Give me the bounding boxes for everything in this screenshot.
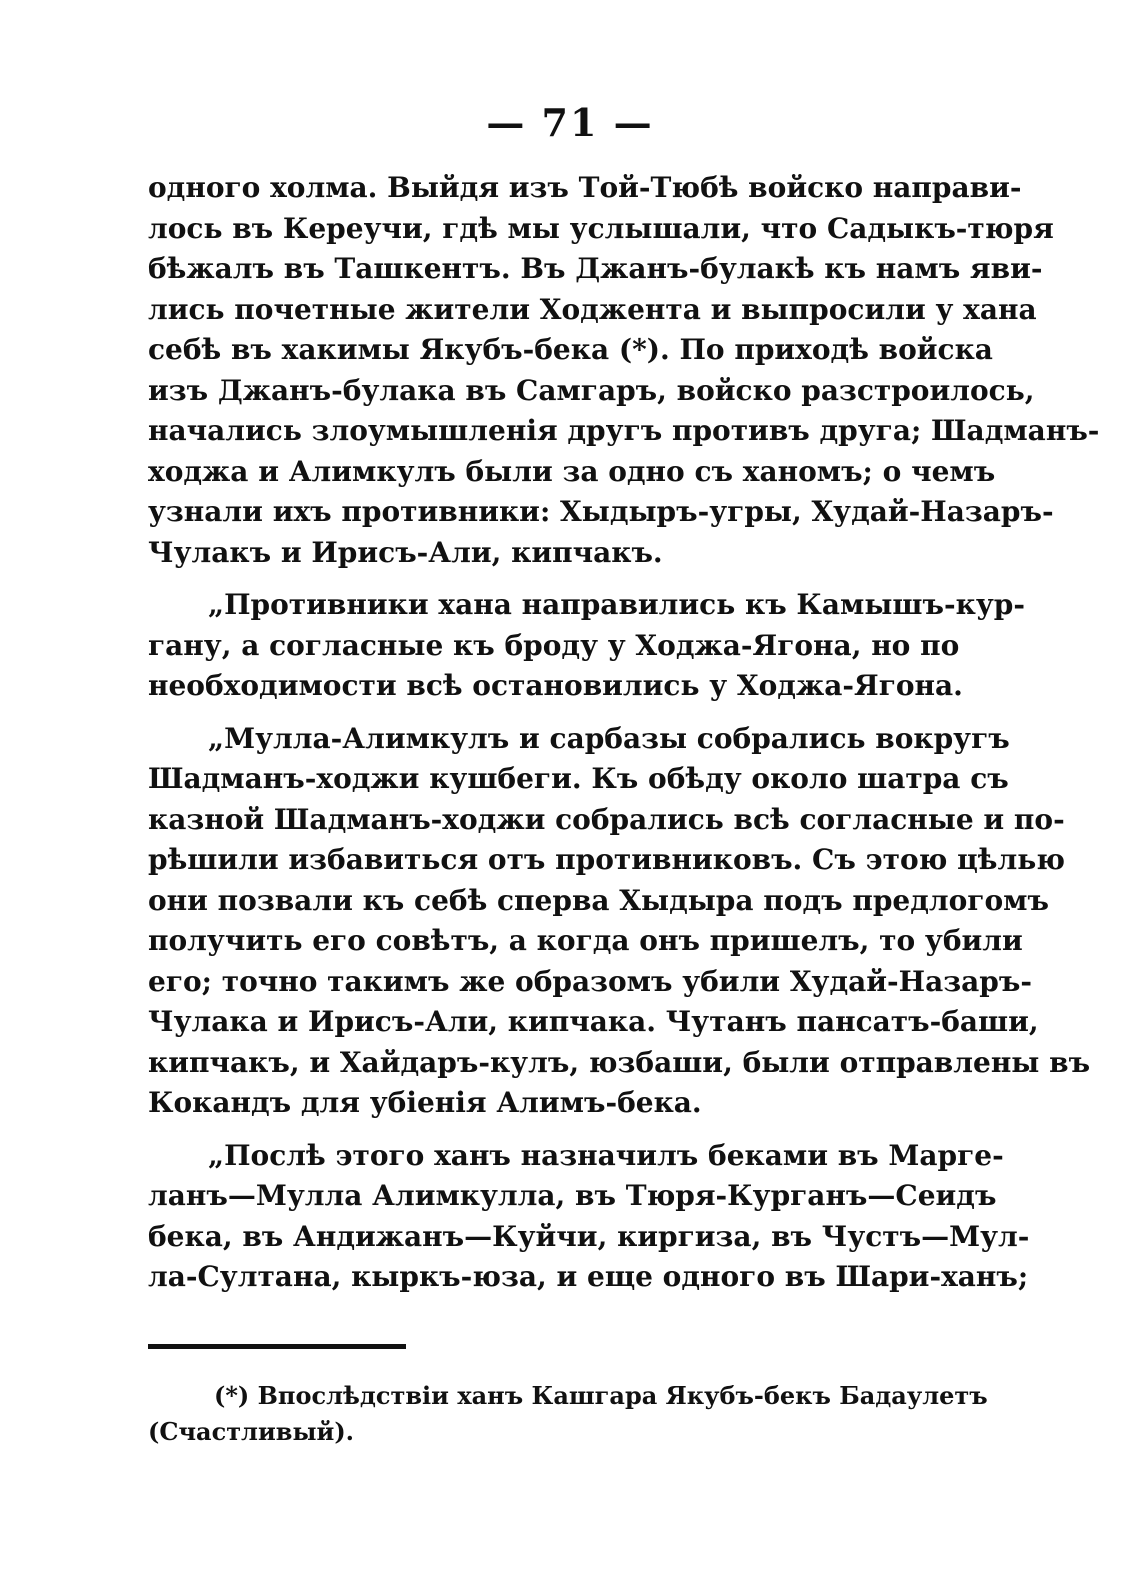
text-line: узнали ихъ противники: Хыдыръ-угры, Худай-Назаръ- [148, 495, 1054, 528]
text-line: кипчакъ, и Хайдаръ-кулъ, юзбаши, были отправлены въ [148, 1045, 1091, 1079]
paragraph-gap [148, 573, 934, 585]
paragraph-2 [148, 585, 1025, 707]
text-line: „Мулла-Алимкулъ и сарбазы собрались вокругъ [208, 721, 1010, 755]
paragraph-1 [148, 168, 1100, 573]
text-line: „Послѣ этого ханъ назначилъ беками въ Марге- [208, 1138, 1004, 1172]
text-line: Чулака и Ирисъ-Али, кипчака. Чутанъ пансатъ-баши, [148, 1005, 1039, 1038]
text-line: „Противники хана направились къ Камышъ-кур- [208, 588, 1025, 621]
paragraph-gap [148, 1124, 934, 1136]
text-line: лись почетные жители Ходжента и выпросили у хана [148, 292, 1037, 326]
footnote-divider [148, 1344, 406, 1349]
footnote-line: (Счастливый). [148, 1417, 355, 1446]
page-number: — 71 — [486, 100, 654, 145]
paragraph-gap [148, 707, 934, 719]
text-line: казной Шадманъ-ходжи собрались всѣ согласные и по- [148, 802, 1065, 836]
footnote-line: (*) Впослѣдствіи ханъ Кашгара Якубъ-бекъ Бадаулетъ [214, 1381, 988, 1410]
text-line: себѣ въ хакимы Якубъ-бека (*). По приходѣ войска [148, 333, 993, 366]
paragraph-4 [148, 1136, 1030, 1298]
text-line: начались злоумышленія другъ противъ друга; Шадманъ- [148, 414, 1100, 447]
text-line: одного холма. Выйдя изъ Той-Тюбѣ войско направи- [148, 171, 1022, 204]
text-line: получить его совѣтъ, а когда онъ пришелъ, то убили [148, 924, 1023, 957]
text-line: его; точно такимъ же образомъ убили Худай-Назаръ- [148, 964, 1032, 998]
text-line: необходимости всѣ остановились у Ходжа-Ягона. [148, 669, 963, 702]
text-line: Кокандъ для убіенія Алимъ-бека. [148, 1086, 702, 1119]
body-text [148, 168, 1100, 1298]
text-line: они позвали къ себѣ сперва Хыдыра подъ предлогомъ [148, 883, 1049, 917]
text-line: бека, въ Андижанъ—Куйчи, киргиза, въ Чустъ—Мул- [148, 1219, 1030, 1253]
paragraph-3 [148, 719, 1091, 1124]
text-line: бѣжалъ въ Ташкентъ. Въ Джанъ-булакѣ къ намъ яви- [148, 252, 1043, 285]
text-line: ланъ—Мулла Алимкулла, въ Тюря-Курганъ—Сеидъ [148, 1179, 997, 1212]
text-line: лось въ Кереучи, гдѣ мы услышали, что Садыкъ-тюря [148, 211, 1054, 245]
text-line: Шадманъ-ходжи кушбеги. Къ обѣду около шатра съ [148, 762, 1009, 795]
text-line: Чулакъ и Ирисъ-Али, кипчакъ. [148, 535, 663, 569]
text-line: ходжа и Алимкулъ были за одно съ ханомъ; о чемъ [148, 454, 996, 488]
text-line: изъ Джанъ-булака въ Самгаръ, войско разстроилось, [148, 373, 1035, 407]
footnote [148, 1378, 988, 1450]
text-line: гану, а согласные къ броду у Ходжа-Ягона, но по [148, 628, 960, 662]
text-line: ла-Султана, кыркъ-юза, и еще одного въ Шари-ханъ; [148, 1260, 1029, 1293]
text-line: рѣшили избавиться отъ противниковъ. Съ этою цѣлью [148, 843, 1065, 876]
